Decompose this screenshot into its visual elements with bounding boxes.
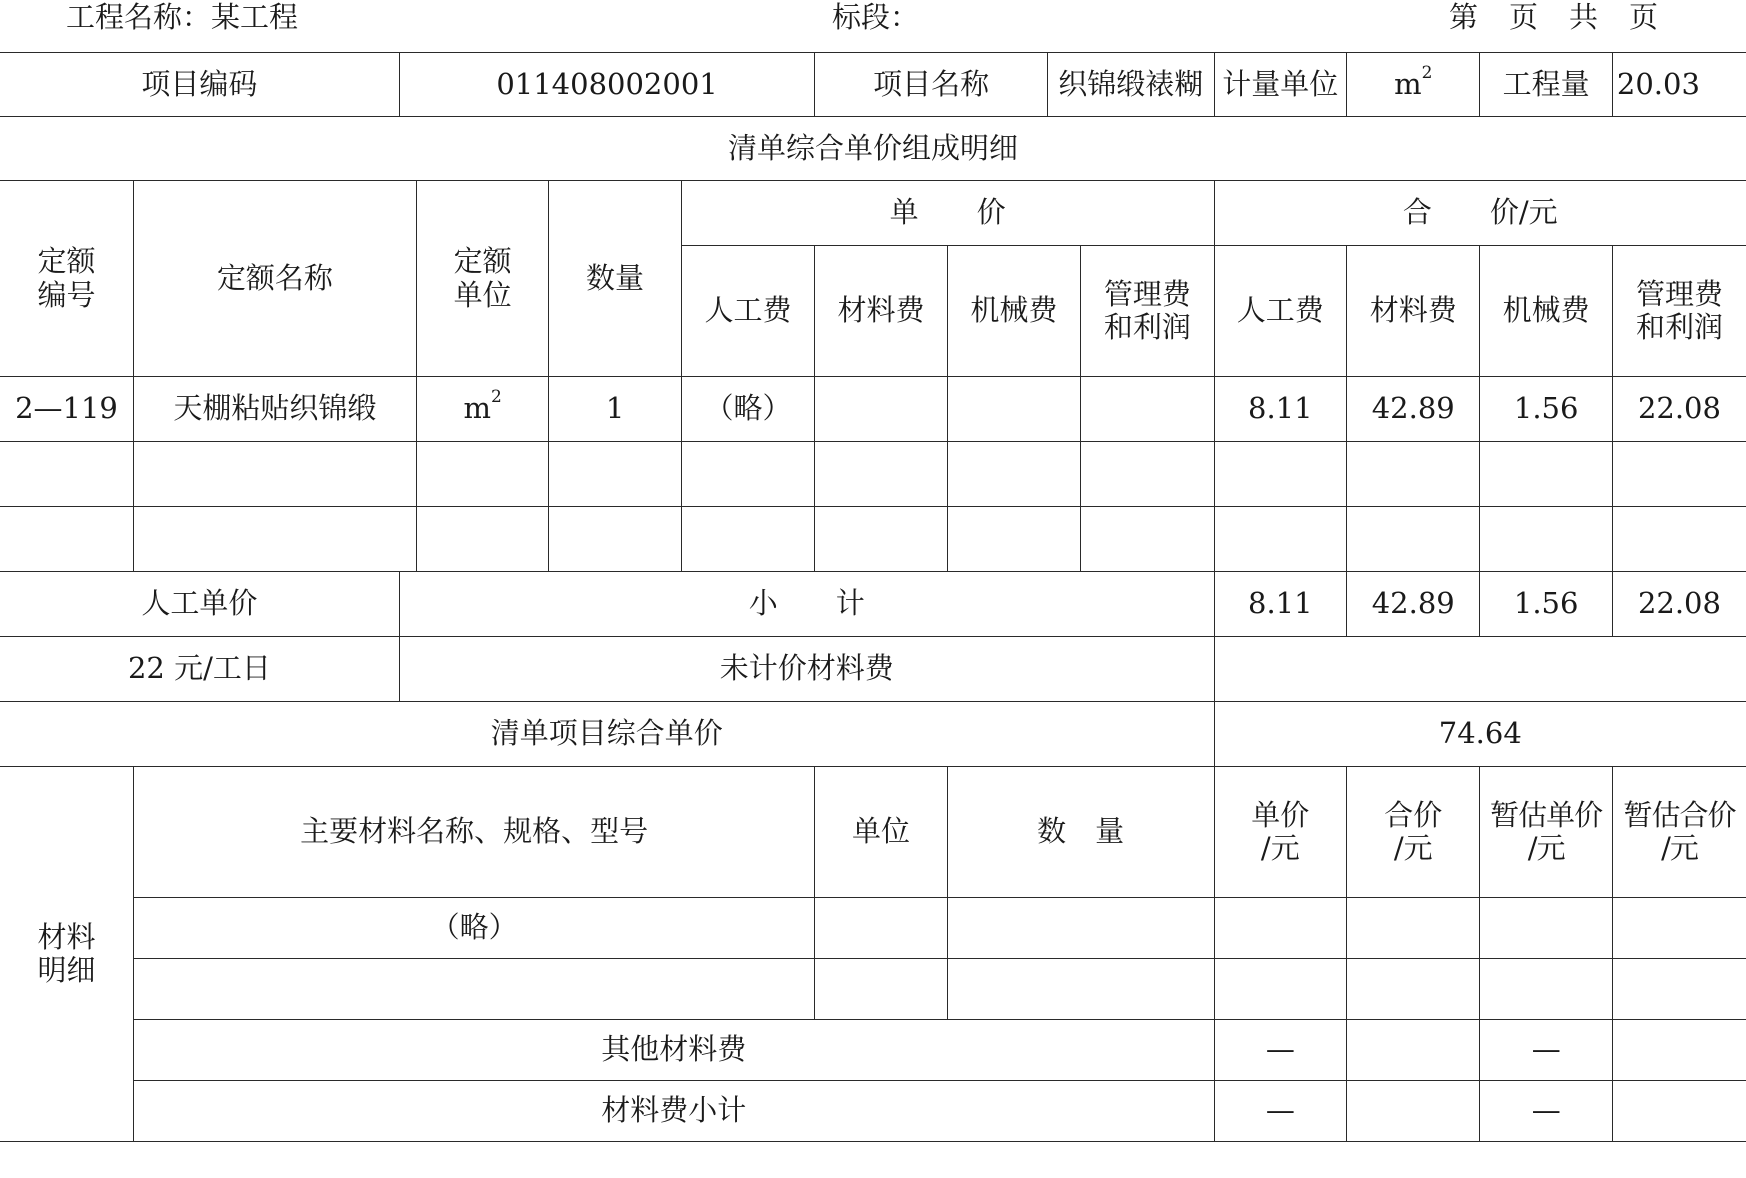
composite-price-value: 74.64 [1214,702,1746,767]
col-quota-number: 定额 编号 [0,181,133,377]
labor-rate: 22 元/工日 [0,637,399,702]
material-qty-header: 数 量 [947,767,1214,898]
item-info-row [0,53,1746,117]
material-est-total-header: 暂估合价 /元 [1612,767,1746,898]
project-name: 工程名称：某工程 [66,0,299,34]
material-row [0,898,1746,959]
unit-label: 计量单位 [1214,53,1346,117]
unpriced-material-label: 未计价材料费 [399,637,1214,702]
unpriced-material-row [0,637,1746,702]
other-material-label: 其他材料费 [133,1020,1214,1081]
subtotal-row [0,572,1746,637]
subtotal-mgmt: 22.08 [1612,572,1746,637]
item-unit: $m^2$ [1347,53,1480,117]
quota-qty: 1 [549,377,681,442]
material-price-header: 单价 /元 [1214,767,1346,898]
composite-price-row [0,702,1746,767]
subtotal-label: 小 计 [399,572,1214,637]
quota-name: 天棚粘贴织锦缎 [133,377,416,442]
column-header-row-1 [0,181,1746,246]
col-tp-mgmt: 管理费 和利润 [1612,246,1746,377]
material-subtotal-label: 材料费小计 [133,1081,1214,1142]
col-up-mgmt: 管理费 和利润 [1081,246,1214,377]
material-subtotal-row [0,1081,1746,1142]
material-total-header: 合价 /元 [1347,767,1480,898]
item-name: 织锦缎裱糊 [1048,53,1215,117]
col-total-price-group: 合 价/元 [1214,181,1746,246]
quota-code: 2—119 [0,377,133,442]
subtotal-machine: 1.56 [1480,572,1612,637]
section-label: 标段： [832,0,920,34]
other-material-row [0,1020,1746,1081]
material-subtotal-est: — [1480,1081,1612,1142]
tp-mgmt: 22.08 [1612,377,1746,442]
up-labor: （略） [681,377,814,442]
material-row [0,959,1746,1020]
table-row [0,507,1746,572]
composite-price-label: 清单项目综合单价 [0,702,1214,767]
col-tp-material: 材料费 [1347,246,1480,377]
labor-rate-label: 人工单价 [0,572,399,637]
item-quantity: 20.03 [1612,53,1746,117]
col-tp-labor: 人工费 [1214,246,1346,377]
up-material [815,377,947,442]
material-est-price-header: 暂估单价 /元 [1480,767,1612,898]
materials-side-label: 材料 明细 [0,767,133,1142]
material-subtotal-price: — [1214,1081,1346,1142]
quantity-label: 工程量 [1480,53,1612,117]
tp-machine: 1.56 [1480,377,1612,442]
col-up-labor: 人工费 [681,246,814,377]
up-machine [947,377,1080,442]
other-material-price: — [1214,1020,1346,1081]
unit-price-analysis-table [0,52,1746,1142]
col-tp-machine: 机械费 [1480,246,1612,377]
table-row [0,442,1746,507]
up-mgmt [1081,377,1214,442]
item-code: 011408002001 [399,53,814,117]
tp-material: 42.89 [1347,377,1480,442]
col-up-machine: 机械费 [947,246,1080,377]
material-name-header: 主要材料名称、规格、型号 [133,767,814,898]
material-unit-header: 单位 [815,767,947,898]
col-quota-unit: 定额 单位 [416,181,548,377]
subtotal-labor: 8.11 [1214,572,1346,637]
other-material-est: — [1480,1020,1612,1081]
material-name: （略） [133,898,814,959]
col-quota-name: 定额名称 [133,181,416,377]
item-code-label: 项目编码 [0,53,399,117]
section-title: 清单综合单价组成明细 [0,117,1746,181]
unpriced-material-value [1214,637,1746,702]
section-title-row [0,117,1746,181]
materials-header-row [0,767,1746,898]
page-indicator: 第 页 共 页 [1449,0,1660,34]
table-row [0,377,1746,442]
page-header [0,0,1746,44]
col-unit-price-group: 单 价 [681,181,1214,246]
item-name-label: 项目名称 [815,53,1048,117]
col-up-material: 材料费 [815,246,947,377]
subtotal-material: 42.89 [1347,572,1480,637]
tp-labor: 8.11 [1214,377,1346,442]
quota-unit: $m^2$ [416,377,548,442]
col-quantity: 数量 [549,181,681,377]
